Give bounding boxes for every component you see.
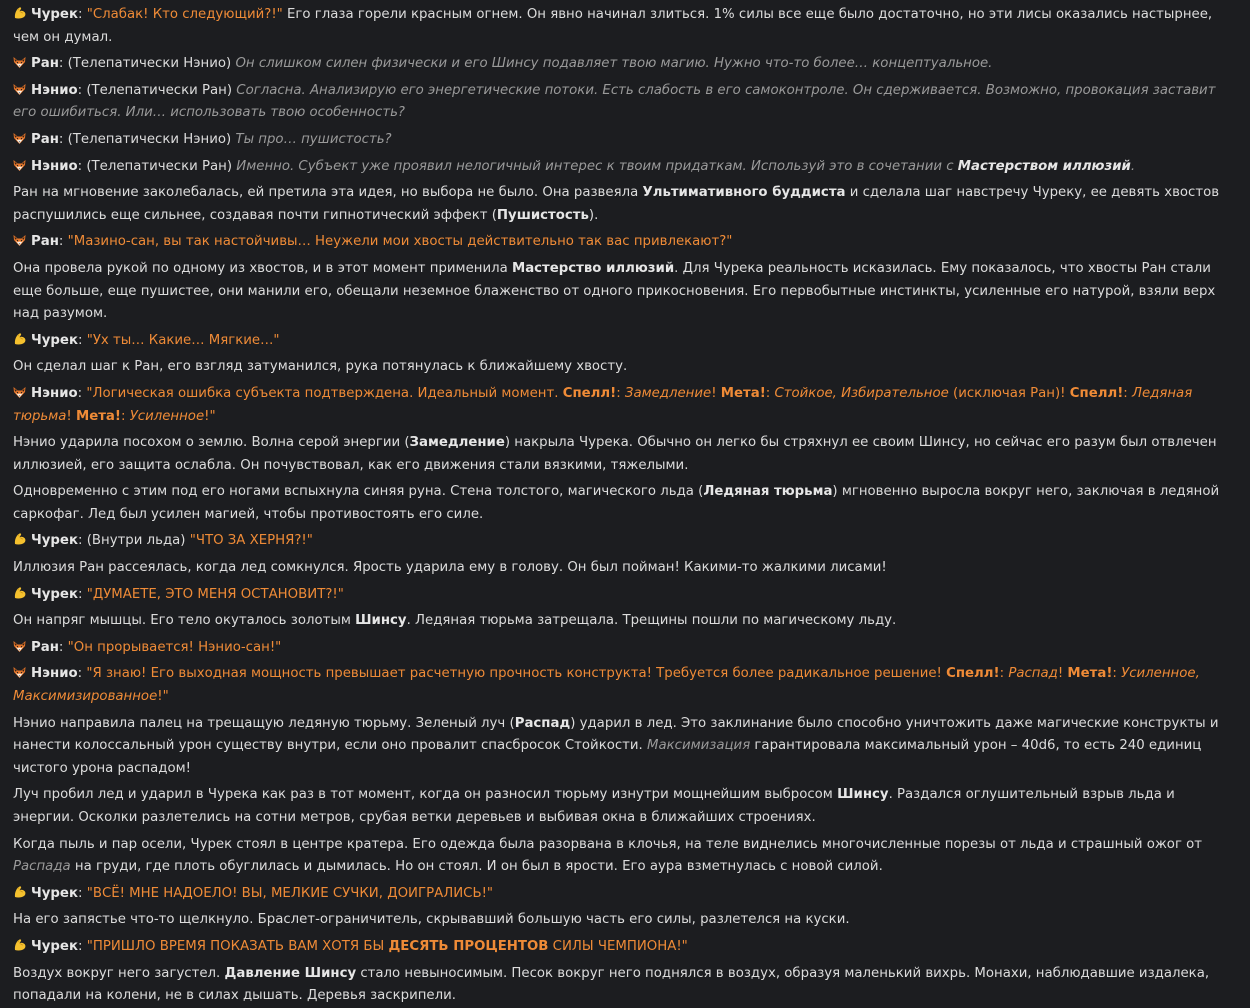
telepathic-text: Максимизация [647,738,751,754]
speaker-name: Чурек [31,938,78,954]
chat-message [13,663,1234,708]
narration-paragraph [13,834,1234,879]
bold-term: Ледяная тюрьма [703,484,833,500]
flexed-biceps-emoji-icon [13,530,31,553]
quote-spell-name: Усиленное [129,408,205,424]
bold-term: Шинсу [837,787,889,803]
plain-text: Его глаза горели красным огнем. Он явно начинал злиться. 1% силы все еще было достаточно, но эти лисы оказались настырнее, чем он думал. [13,7,1213,45]
chat-message [13,53,1234,76]
chat-message [13,330,1234,353]
plain-text: : (Телепатически Ран) [77,82,237,98]
quote-text: "ЧТО ЗА ХЕРНЯ?!" [189,533,313,549]
speaker-name: Чурек [31,885,78,901]
chat-message [13,156,1234,179]
plain-text: . Ледяная тюрьма затрещала. Трещины пошли по магическому льду. [406,613,897,629]
bold-term: Шинсу [355,613,407,629]
quote-text: : [616,385,625,401]
plain-text: Воздух вокруг него загустел. [13,965,225,981]
fox-emoji-icon [13,637,31,660]
plain-text: Он сделал шаг к Ран, его взгляд затуманился, рука потянулась к ближайшему хвосту. [13,359,628,375]
speaker-name: Чурек [31,332,78,348]
narration-paragraph [13,784,1234,829]
telepathic-text: Он слишком силен физически и его Шинсу подавляет твою магию. Нужно что-то более… концептуальное. [235,56,993,72]
quote-keyword: Спелл! [1069,385,1124,401]
plain-text: ) ударил в лед. Это заклинание было способно уничтожить даже магические конструкты и нанести колоссальный урон существу внутри, если оно провалит спасбросок Стойкости. [13,715,1219,754]
plain-text: Нэнио ударила посохом о землю. Волна серой энергии ( [13,435,410,451]
speaker-name: Ран [31,234,59,250]
chat-message [13,129,1234,152]
fox-emoji-icon [13,129,31,152]
quote-spell-name: Стойкое, Избирательное [774,385,949,401]
narration-paragraph [13,481,1234,526]
plain-text: : [77,938,87,954]
quote-text: !" [157,689,169,705]
chat-message [13,4,1234,49]
bold-term: Мастерством иллюзий [957,158,1131,174]
chat-message [13,584,1234,607]
narration-paragraph [13,258,1234,326]
plain-text: : (Телепатически Нэнио) [58,131,236,147]
telepathic-text: Именно. Субъект уже проявил нелогичный интерес к твоим придаткам. Используй это в сочетании с [236,158,958,174]
plain-text: . Для Чурека реальность исказилась. Ему показалось, что хвосты Ран стали еще больше, еще пушистее, они манили его, обещали неземное блаженство от одного прикосновения. Его первобытные инстинкты, усиленные его натурой, взяли верх над разумом. [13,260,1216,322]
plain-text: : [77,586,87,602]
quote-text: "Мазино-сан, вы так настойчивы… Неужели мои хвосты действительно так вас привлекают?" [67,234,733,250]
bold-term: Распад [514,715,571,731]
plain-text: Ран на мгновение заколебалась, ей претила эта идея, но выбора не было. Она развеяла [13,185,643,201]
narration-paragraph [13,963,1234,1008]
quote-spell-name: Замедление [624,385,712,401]
plain-text: : (Телепатически Нэнио) [58,56,236,72]
narration-paragraph [13,713,1234,781]
plain-text: Нэнио направила палец на трещащую ледяную тюрьму. Зеленый луч ( [13,715,515,731]
plain-text: Он напряг мышцы. Его тело окуталось золотым [13,613,356,629]
speaker-name: Ран [31,56,59,72]
fox-emoji-icon [13,383,31,406]
plain-text: Когда пыль и пар осели, Чурек стоял в центре кратера. Его одежда была разорвана в клочья, на теле виднелись многочисленные порезы от льда и страшный ожог от [13,836,1203,852]
quote-text: "ДУМАЕТЕ, ЭТО МЕНЯ ОСТАНОВИТ?!" [86,586,344,602]
narration-paragraph [13,182,1234,227]
speaker-name: Нэнио [31,158,78,174]
quote-text: "ВСЁ! МНЕ НАДОЕЛО! ВЫ, МЕЛКИЕ СУЧКИ, ДОИГРАЛИСЬ!" [86,885,494,901]
quote-keyword: Мета! [75,408,121,424]
chat-message [13,637,1234,660]
plain-text: на груди, где плоть обуглилась и дымилась. Но он стоял. И он был в ярости. Его аура взметнулась с новой силой. [70,859,883,875]
quote-keyword: ДЕСЯТЬ ПРОЦЕНТОВ [388,938,549,954]
telepathic-text: Ты про… пушистость? [235,131,392,147]
plain-text: : (Телепатически Ран) [77,158,237,174]
chat-message [13,530,1234,553]
quote-keyword: Мета! [720,385,766,401]
plain-text: Она провела рукой по одному из хвостов, и в этот момент применила [13,260,512,276]
quote-keyword: Спелл! [562,385,617,401]
flexed-biceps-emoji-icon [13,330,31,353]
narration-paragraph [13,610,1234,633]
plain-text: : [77,7,87,22]
quote-keyword: Мета! [1067,666,1113,682]
quote-text: СИЛЫ ЧЕМПИОНА!" [548,938,688,954]
speaker-name: Нэнио [31,666,78,682]
plain-text: ). [588,207,599,223]
chat-message [13,883,1234,906]
plain-text: . Раздался оглушительный взрыв льда и энергии. Осколки разлетелись на сотни метров, срубая ветки деревьев и выбивая окна в ближайших строениях. [13,787,1175,825]
narration-paragraph [13,356,1234,379]
flexed-biceps-emoji-icon [13,936,31,959]
plain-text: ) мгновенно выросла вокруг него, заключая в ледяной саркофаг. Лед был усилен магией, чтобы противостоять его силе. [13,484,1220,522]
quote-spell-name: Распад [1008,666,1058,682]
bold-term: Замедление [409,435,505,451]
plain-text: : [58,639,68,655]
bold-term: Мастерство иллюзий [511,260,675,276]
flexed-biceps-emoji-icon [13,883,31,906]
plain-text: : (Внутри льда) [77,533,190,549]
speaker-name: Ран [31,131,59,147]
quote-text: : [120,408,130,424]
plain-text: На его запястье что-то щелкнуло. Браслет-ограничитель, скрывавший большую часть его силы, разлетелся на куски. [13,912,850,928]
chat-message [13,231,1234,254]
quote-text: ! [66,408,76,424]
quote-keyword: Спелл! [946,666,1000,682]
fox-emoji-icon [13,80,31,103]
flexed-biceps-emoji-icon [13,584,31,607]
plain-text: : [77,385,87,401]
plain-text: : [58,234,68,250]
plain-text: гарантировала максимальный урон – 40d6, то есть 240 единиц чистого урона распадом! [13,738,1202,776]
plain-text: стало невыносимым. Песок вокруг него поднялся в воздух, образуя маленький вихрь. Монахи, наблюдавшие издалека, попадали на колени, не в силах дышать. Деревья заскрипели. [13,965,1210,1004]
quote-text: "ПРИШЛО ВРЕМЯ ПОКАЗАТЬ ВАМ ХОТЯ БЫ [86,938,389,954]
quote-text: "Ух ты… Какие… Мягкие…" [86,332,280,348]
plain-text: Луч пробил лед и ударил в Чурека как раз в тот момент, когда он разносил тюрьму изнутри мощнейшим выбросом [13,787,838,803]
quote-text: ! [1057,666,1068,682]
plain-text: : [77,332,87,348]
narration-paragraph [13,432,1234,477]
quote-spell-name: Ледяная тюрьма [13,385,1193,424]
quote-text: : [765,385,775,401]
plain-text: и сделала шаг навстречу Чуреку, ее девять хвостов распушились еще сильнее, создавая почти гипнотический эффект ( [13,185,1220,223]
fox-emoji-icon [13,53,31,76]
quote-text: !" [204,408,216,424]
bold-term: Давление Шинсу [224,965,357,981]
quote-text: "Логическая ошибка субъекта подтверждена. Идеальный момент. [86,385,563,401]
quote-text: "Я знаю! Его выходная мощность превышает расчетную прочность конструкта! Требуется более радикальное решение! [86,666,947,682]
speaker-name: Нэнио [31,82,78,98]
chat-message [13,80,1234,125]
telepathic-text: Распада [13,859,71,875]
quote-text: ! [711,385,721,401]
plain-text: Одновременно с этим под его ногами вспыхнула синяя руна. Стена толстого, магического льда ( [13,484,704,500]
speaker-name: Чурек [31,586,78,602]
plain-text: ) накрыла Чурека. Обычно он легко бы стряхнул ее своим Шинсу, но сейчас его разум был отвлечен иллюзией, его защита ослабла. Он почувствовал, как его движения стали вязкими, тяжелыми. [13,435,1217,473]
flexed-biceps-emoji-icon [13,4,31,27]
quote-text: (исключая Ран)! [948,385,1070,401]
quote-text: "Он прорывается! Нэнио-сан!" [67,639,282,655]
fox-emoji-icon [13,231,31,254]
telepathic-text: . [1130,158,1136,174]
narration-paragraph [13,909,1234,932]
plain-text: : [77,666,87,682]
quote-spell-name: Усиленное, Максимизированное [13,666,1200,705]
speaker-name: Нэнио [31,385,78,401]
plain-text: : [77,885,87,901]
plain-text: Иллюзия Ран рассеялась, когда лед сомкнулся. Ярость ударила ему в голову. Он был пойман! Какими-то жалкими лисами! [13,560,887,576]
quote-text: "Слабак! Кто следующий?!" [86,7,283,22]
speaker-name: Чурек [31,533,78,549]
quote-text: : [999,666,1009,682]
telepathic-text: Согласна. Анализирую его энергетические потоки. Есть слабость в его самоконтроле. Он сдерживается. Возможно, провокация заставит его ошибиться. Или… использовать твою особенность? [13,82,1216,121]
bold-term: Пушистость [496,207,589,223]
speaker-name: Ран [31,639,59,655]
bold-term: Ультимативного буддиста [642,185,846,201]
chat-message [13,383,1234,428]
speaker-name: Чурек [31,7,78,22]
chat-message [13,936,1234,959]
fox-emoji-icon [13,663,31,686]
quote-text: : [1112,666,1122,682]
narration-paragraph [13,557,1234,580]
fox-emoji-icon [13,156,31,179]
quote-text: : [1123,385,1132,401]
